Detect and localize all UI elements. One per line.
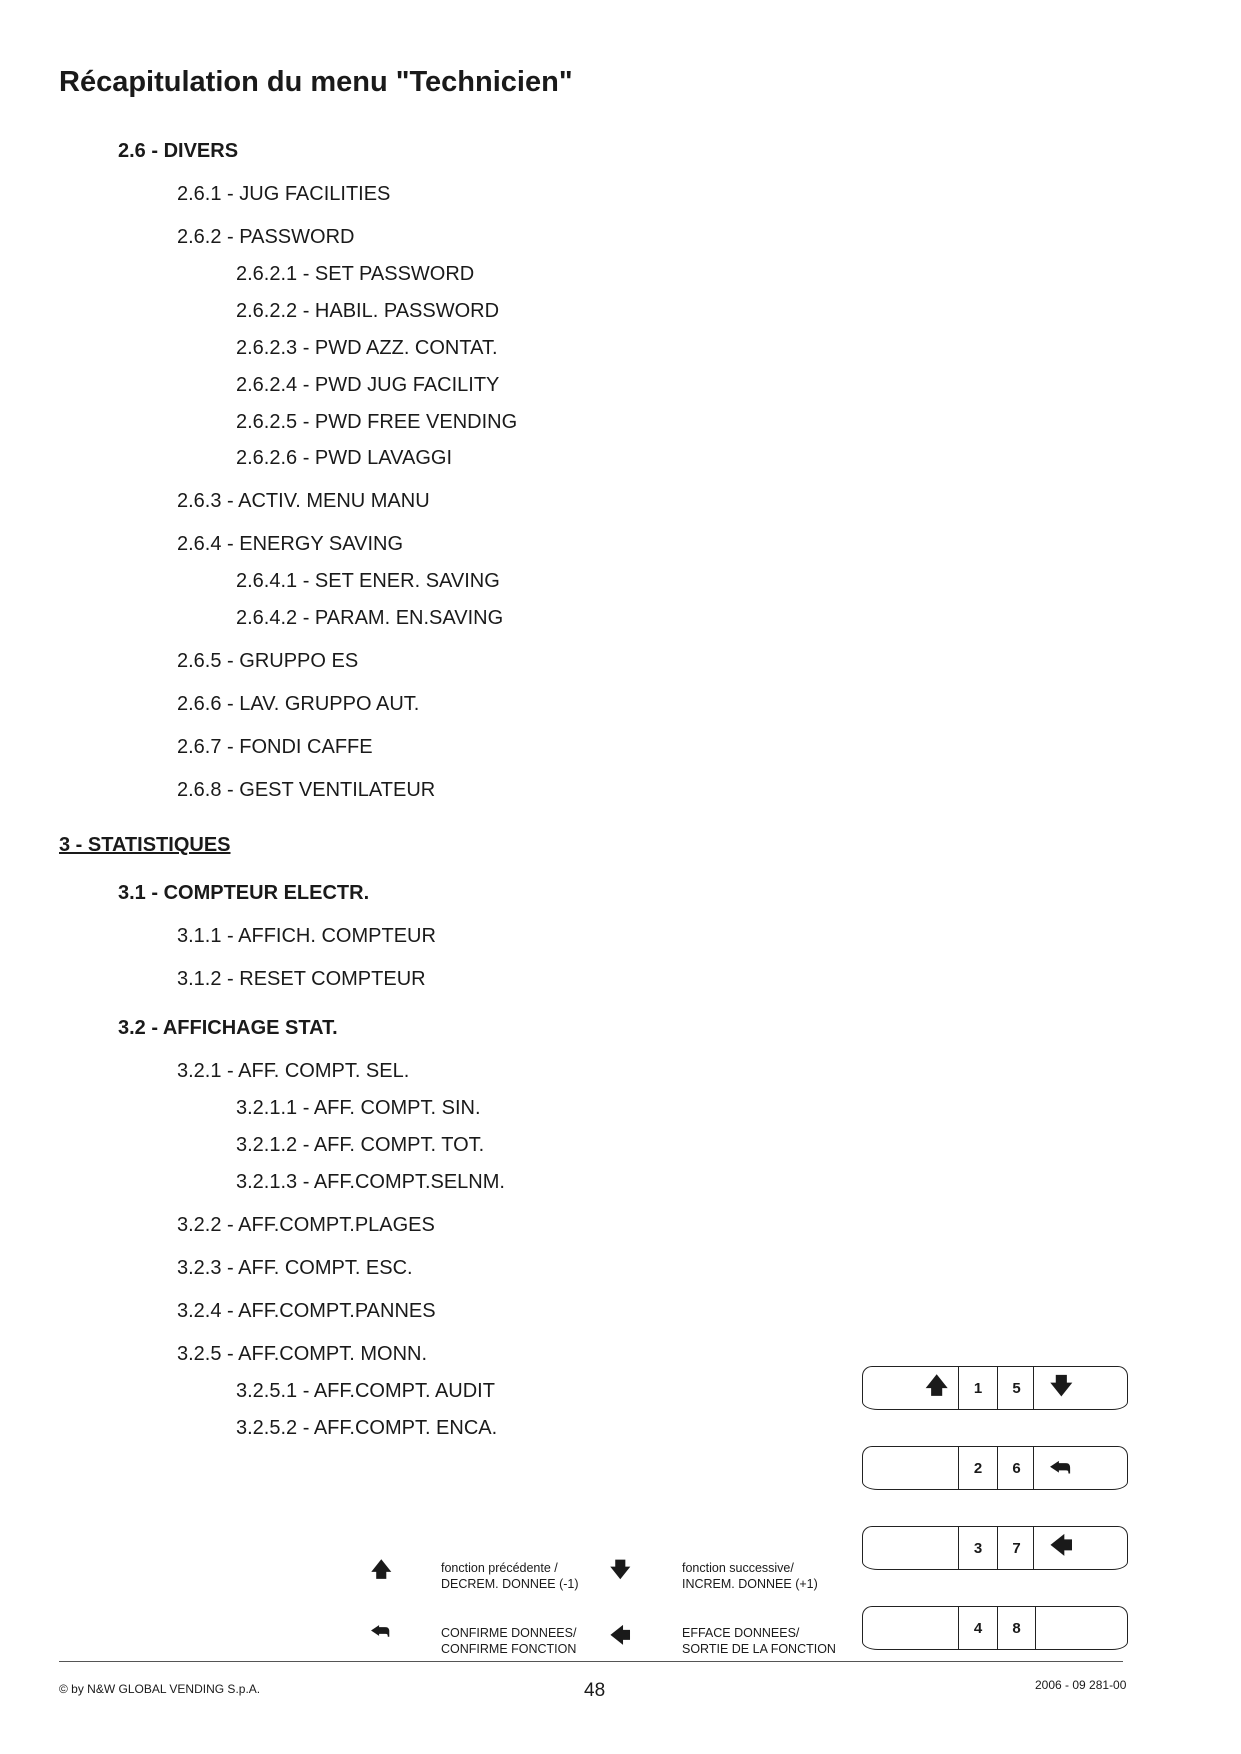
- keypad-row-4: [862, 1606, 1128, 1650]
- arrow-up-icon[interactable]: 🡅: [925, 1373, 948, 1398]
- menu-subitem: 3.2.5.2 - AFF.COMPT. ENCA.: [236, 1417, 498, 1439]
- keypad-row-2: [862, 1446, 1128, 1490]
- menu-item: 3.1.1 - AFFICH. COMPTEUR: [177, 925, 436, 947]
- legend-confirm: CONFIRME DONNEES/ CONFIRME FONCTION: [441, 1626, 577, 1656]
- menu-subitem: 2.6.4.1 - SET ENER. SAVING: [236, 570, 500, 592]
- arrow-up-icon: 🡅: [371, 1559, 392, 1581]
- page-number: 48: [584, 1680, 606, 1701]
- menu-subitem: 2.6.2.6 - PWD LAVAGGI: [236, 447, 452, 469]
- document-code: 2006 - 09 281-00: [1035, 1678, 1127, 1692]
- menu-item: 3.2.2 - AFF.COMPT.PLAGES: [177, 1214, 435, 1236]
- menu-item: 2.6.6 - LAV. GRUPPO AUT.: [177, 693, 420, 715]
- footer-divider: [59, 1661, 1123, 1662]
- menu-subitem: 2.6.2.1 - SET PASSWORD: [236, 263, 475, 285]
- menu-item: 2.6.5 - GRUPPO ES: [177, 650, 359, 672]
- menu-item: 3.2.5 - AFF.COMPT. MONN.: [177, 1343, 428, 1365]
- key-2[interactable]: 2: [958, 1447, 997, 1489]
- menu-subitem: 3.2.1.2 - AFF. COMPT. TOT.: [236, 1134, 485, 1156]
- menu-subitem: 2.6.2.4 - PWD JUG FACILITY: [236, 374, 500, 396]
- key-7[interactable]: 7: [997, 1527, 1035, 1569]
- menu-item: 3.2.3 - AFF. COMPT. ESC.: [177, 1257, 413, 1279]
- key-4[interactable]: 4: [958, 1607, 997, 1649]
- menu-subitem: 2.6.4.2 - PARAM. EN.SAVING: [236, 607, 504, 629]
- key-3[interactable]: 3: [958, 1527, 997, 1569]
- key-5[interactable]: 5: [997, 1367, 1035, 1409]
- key-8[interactable]: 8: [997, 1607, 1035, 1649]
- keypad-row-3: [862, 1526, 1128, 1570]
- arrow-left-icon: 🡄: [610, 1625, 631, 1647]
- menu-item: 2.6.2 - PASSWORD: [177, 226, 355, 248]
- legend-up: fonction précédente / DECREM. DONNEE (-1): [441, 1561, 579, 1591]
- footer-copyright: © by N&W GLOBAL VENDING S.p.A.: [59, 1682, 261, 1696]
- menu-subitem: 3.2.1.3 - AFF.COMPT.SELNM.: [236, 1171, 505, 1193]
- menu-item: 2.6.4 - ENERGY SAVING: [177, 533, 404, 555]
- legend-left: EFFACE DONNEES/ SORTIE DE LA FONCTION: [682, 1626, 836, 1656]
- menu-heading-affichage: 3.2 - AFFICHAGE STAT.: [118, 1017, 338, 1039]
- arrow-down-icon[interactable]: 🡇: [1033, 1367, 1127, 1409]
- legend-down: fonction successive/ INCREM. DONNEE (+1): [682, 1561, 818, 1591]
- arrow-left-icon[interactable]: 🡄: [1033, 1527, 1127, 1569]
- menu-subitem: 3.2.1.1 - AFF. COMPT. SIN.: [236, 1097, 481, 1119]
- menu-subitem: 3.2.5.1 - AFF.COMPT. AUDIT: [236, 1380, 495, 1402]
- menu-item: 2.6.3 - ACTIV. MENU MANU: [177, 490, 430, 512]
- menu-heading-divers: 2.6 - DIVERS: [118, 140, 239, 162]
- menu-item: 2.6.7 - FONDI CAFFE: [177, 736, 373, 758]
- menu-item: 3.1.2 - RESET COMPTEUR: [177, 968, 426, 990]
- key-blank[interactable]: [1035, 1607, 1127, 1649]
- menu-item: 2.6.1 - JUG FACILITIES: [177, 183, 391, 205]
- key-1[interactable]: 1: [958, 1367, 997, 1409]
- arrow-down-icon: 🡇: [610, 1559, 631, 1581]
- menu-subitem: 2.6.2.2 - HABIL. PASSWORD: [236, 300, 500, 322]
- key-6[interactable]: 6: [997, 1447, 1035, 1489]
- menu-heading-compteur: 3.1 - COMPTEUR ELECTR.: [118, 882, 370, 904]
- page-title: Récapitulation du menu "Technicien": [59, 66, 573, 98]
- confirm-arrow-icon[interactable]: ⮪: [1033, 1447, 1127, 1489]
- keypad-row-1: [862, 1366, 1128, 1410]
- section-heading-statistiques: 3 - STATISTIQUES: [59, 834, 231, 856]
- menu-item: 3.2.1 - AFF. COMPT. SEL.: [177, 1060, 410, 1082]
- menu-item: 3.2.4 - AFF.COMPT.PANNES: [177, 1300, 436, 1322]
- confirm-arrow-icon: ⮪: [371, 1621, 390, 1643]
- menu-subitem: 2.6.2.3 - PWD AZZ. CONTAT.: [236, 337, 498, 359]
- menu-subitem: 2.6.2.5 - PWD FREE VENDING: [236, 411, 518, 433]
- menu-item: 2.6.8 - GEST VENTILATEUR: [177, 779, 436, 801]
